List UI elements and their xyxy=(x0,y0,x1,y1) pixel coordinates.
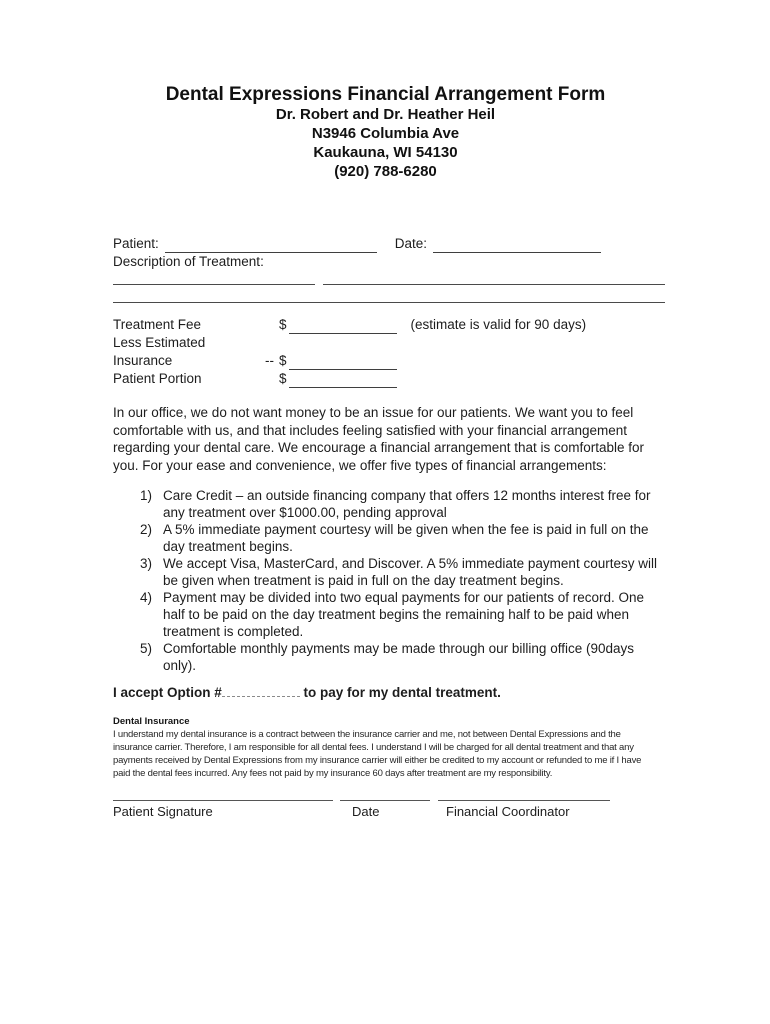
fee-row xyxy=(113,370,658,388)
fee-note: (estimate is valid for 90 days) xyxy=(410,317,587,332)
signature-label: Date xyxy=(352,803,380,819)
description-label: Description of Treatment: xyxy=(113,253,264,269)
option-item xyxy=(113,555,658,589)
form-title: Dental Expressions Financial Arrangement Form xyxy=(165,84,606,105)
form-header xyxy=(113,84,658,181)
option-item xyxy=(113,589,658,640)
option-number-field[interactable] xyxy=(222,684,300,697)
fee-table xyxy=(113,316,658,388)
practice-phone-line: (920) 788-6280 xyxy=(334,163,437,180)
option-item xyxy=(113,640,658,674)
fee-label: Less Estimated Insurance xyxy=(113,335,206,368)
option-text: A 5% immediate payment courtesy will be given when the fee is paid in full on the day treatment begins. xyxy=(163,522,649,554)
patient-date-row xyxy=(113,235,658,253)
patient-signature-field[interactable] xyxy=(113,800,333,801)
insurance-paragraph: I understand my dental insurance is a contract between the insurance carrier and me, not between Dental Expressions and the insurance carrier. Therefore, I am responsible for all dental fees. I understand I will be charged for all dental treatment and that any payments received by Dental Expressions from my insurance carrier will either be credited to my account or refunded to me if I have paid the dental fees incurred. Any fees not paid by my insurance 60 days after treatment are my responsibility. xyxy=(113,728,642,779)
practice-address-line: N3946 Columbia Ave xyxy=(311,125,460,142)
financial-coordinator-field[interactable] xyxy=(438,800,610,801)
option-text: We accept Visa, MasterCard, and Discover. A 5% immediate payment courtesy will be given when treatment is paid in full on the day treatment begins. xyxy=(163,556,657,588)
description-fill-line[interactable] xyxy=(113,284,315,285)
currency-symbol: $ xyxy=(279,371,287,386)
accept-suffix: to pay for my dental treatment. xyxy=(303,685,501,700)
signature-column xyxy=(438,800,610,820)
insurance-heading: Dental Insurance xyxy=(113,715,190,727)
signature-date-field[interactable] xyxy=(340,800,430,801)
patient-name-field[interactable] xyxy=(165,238,377,253)
fee-amount-field[interactable] xyxy=(289,320,397,334)
option-number: 4) xyxy=(140,590,153,605)
patient-label: Patient: xyxy=(113,236,159,251)
fee-operator: -- xyxy=(265,353,274,368)
practice-doctors-line: Dr. Robert and Dr. Heather Heil xyxy=(275,106,496,123)
option-number: 5) xyxy=(140,641,153,656)
accept-prefix: I accept Option # xyxy=(113,685,222,700)
fee-amount-field[interactable] xyxy=(289,356,397,370)
signature-label: Financial Coordinator xyxy=(446,803,570,819)
option-text: Comfortable monthly payments may be made through our billing office (90days only). xyxy=(163,641,634,673)
signature-column xyxy=(113,800,333,820)
date-label: Date: xyxy=(394,236,428,251)
practice-city-line: Kaukauna, WI 54130 xyxy=(313,144,458,161)
description-fill-line[interactable] xyxy=(323,284,665,285)
option-number: 2) xyxy=(140,522,153,537)
fee-label: Treatment Fee xyxy=(113,317,202,332)
option-text: Payment may be divided into two equal payments for our patients of record. One half to be paid on the day treatment begins the remaining half to be paid when treatment is completed. xyxy=(163,590,645,639)
fee-label: Patient Portion xyxy=(113,371,202,386)
option-item xyxy=(113,521,658,555)
intro-paragraph: In our office, we do not want money to be an issue for our patients. We want you to feel comfortable with us, and that includes feeling satisfied with your financial arrangement regarding your dental care. We encourage a financial arrangement that is comfortable for you. For your ease and convenience, we offer five types of financial arrangements: xyxy=(113,405,645,473)
currency-symbol: $ xyxy=(279,317,287,332)
options-list xyxy=(113,487,658,674)
date-field[interactable] xyxy=(433,238,601,253)
signature-label: Patient Signature xyxy=(113,803,213,819)
description-fill-line[interactable] xyxy=(113,302,665,303)
description-fill-row xyxy=(113,284,665,285)
option-number: 3) xyxy=(140,556,153,571)
option-item xyxy=(113,487,658,521)
fee-row xyxy=(113,316,658,334)
accept-statement xyxy=(113,684,658,702)
fee-row xyxy=(113,334,658,370)
signature-column xyxy=(340,800,430,820)
fee-amount-field[interactable] xyxy=(289,374,397,388)
option-text: Care Credit – an outside financing company that offers 12 months interest free for any treatment over $1000.00, pending approval xyxy=(163,488,651,520)
currency-symbol: $ xyxy=(279,353,287,368)
option-number: 1) xyxy=(140,488,153,503)
signature-row xyxy=(113,800,658,820)
